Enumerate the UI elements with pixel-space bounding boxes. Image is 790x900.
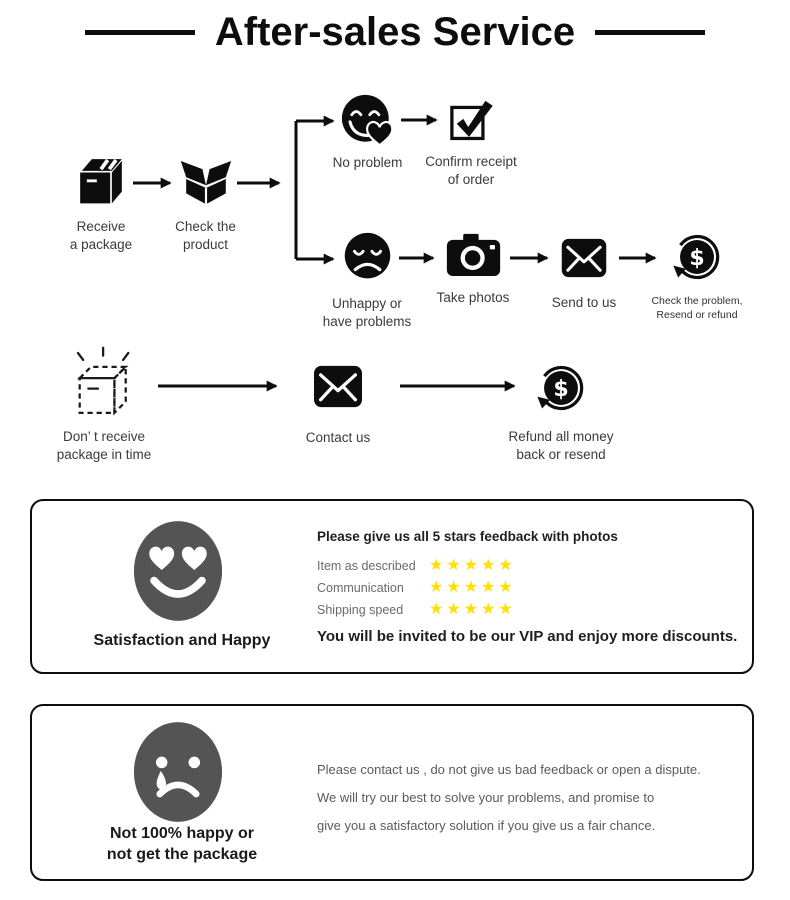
- flow-label-refund: Refund all money back or resend: [508, 429, 614, 462]
- rating-row: [317, 555, 747, 577]
- dashed-package-icon: [71, 345, 137, 420]
- flow-node-contact-us: [293, 365, 383, 447]
- flow-node-send-to-us: [539, 238, 629, 312]
- dispute-line: We will try our best to solve your problems, and promise to: [317, 790, 655, 805]
- flow-node-check-product: [158, 152, 253, 254]
- envelope-icon: [561, 238, 607, 278]
- camera-icon: [446, 232, 501, 277]
- flow-label-unhappy: Unhappy or have problems: [322, 296, 412, 329]
- flow-label-confirm: Confirm receipt of order: [425, 154, 517, 187]
- dispute-line: give you a satisfactory solution if you give us a fair chance.: [317, 818, 656, 833]
- smiley-heart-icon: [340, 94, 396, 148]
- flow-node-refund: [502, 362, 620, 464]
- vip-note: You will be invited to be our VIP and enjoy more discounts.: [317, 628, 738, 645]
- checkbox-checked-icon: [447, 96, 496, 145]
- rating-row: [317, 577, 747, 599]
- open-box-icon: [179, 152, 233, 206]
- not-happy-box: [30, 704, 754, 881]
- dispute-note: [317, 756, 747, 840]
- svg-text:$: $: [689, 245, 705, 271]
- flow-label-no-problem: No problem: [332, 155, 403, 170]
- not-happy-caption: Not 100% happy or not get the package: [106, 825, 258, 863]
- flow-node-dont-receive: [58, 345, 150, 464]
- dispute-line: Please contact us , do not give us bad feedback or open a dispute.: [317, 762, 701, 777]
- flow-label-check-problem: Check the problem, Resend or refund: [651, 295, 743, 321]
- rating-row: [317, 599, 747, 621]
- star-rating: ★★★★★: [429, 601, 516, 618]
- flow-node-unhappy: [318, 232, 416, 331]
- flow-node-no-problem: [320, 94, 415, 172]
- flow-label-send-to-us: Send to us: [551, 295, 617, 310]
- flow-label-take-photos: Take photos: [436, 290, 510, 305]
- heart-eyes-face-icon: [132, 519, 224, 623]
- flow-label-contact-us: Contact us: [305, 430, 371, 445]
- star-rating: ★★★★★: [429, 557, 516, 574]
- page-title: After-sales Service: [214, 10, 576, 54]
- package-icon: [76, 154, 126, 206]
- flow-node-receive-package: [57, 154, 145, 254]
- svg-text:$: $: [553, 376, 569, 402]
- flow-label-dont-receive: Don’ t receive package in time: [56, 429, 152, 462]
- satisfaction-box: [30, 499, 754, 674]
- flow-node-confirm-receipt: [418, 96, 524, 189]
- sad-face-icon: [343, 232, 392, 281]
- flow-label-check: Check the product: [175, 219, 236, 252]
- flow-node-check-problem: [634, 231, 760, 323]
- satisfaction-caption: Satisfaction and Happy: [93, 632, 271, 649]
- feedback-heading: Please give us all 5 stars feedback with photos: [317, 529, 618, 544]
- rating-label: Shipping speed: [317, 603, 404, 617]
- crying-face-icon: [132, 720, 224, 824]
- flow-label-receive: Receive a package: [69, 219, 133, 252]
- dollar-refund-icon: [671, 231, 723, 283]
- feedback-panel: [317, 529, 747, 645]
- flow-node-take-photos: [427, 232, 519, 307]
- rating-list: [317, 555, 747, 621]
- rating-label: Item as described: [317, 559, 416, 573]
- rating-label: Communication: [317, 581, 404, 595]
- star-rating: ★★★★★: [429, 579, 516, 596]
- envelope-icon: [313, 365, 363, 408]
- dollar-refund-icon: [535, 362, 587, 414]
